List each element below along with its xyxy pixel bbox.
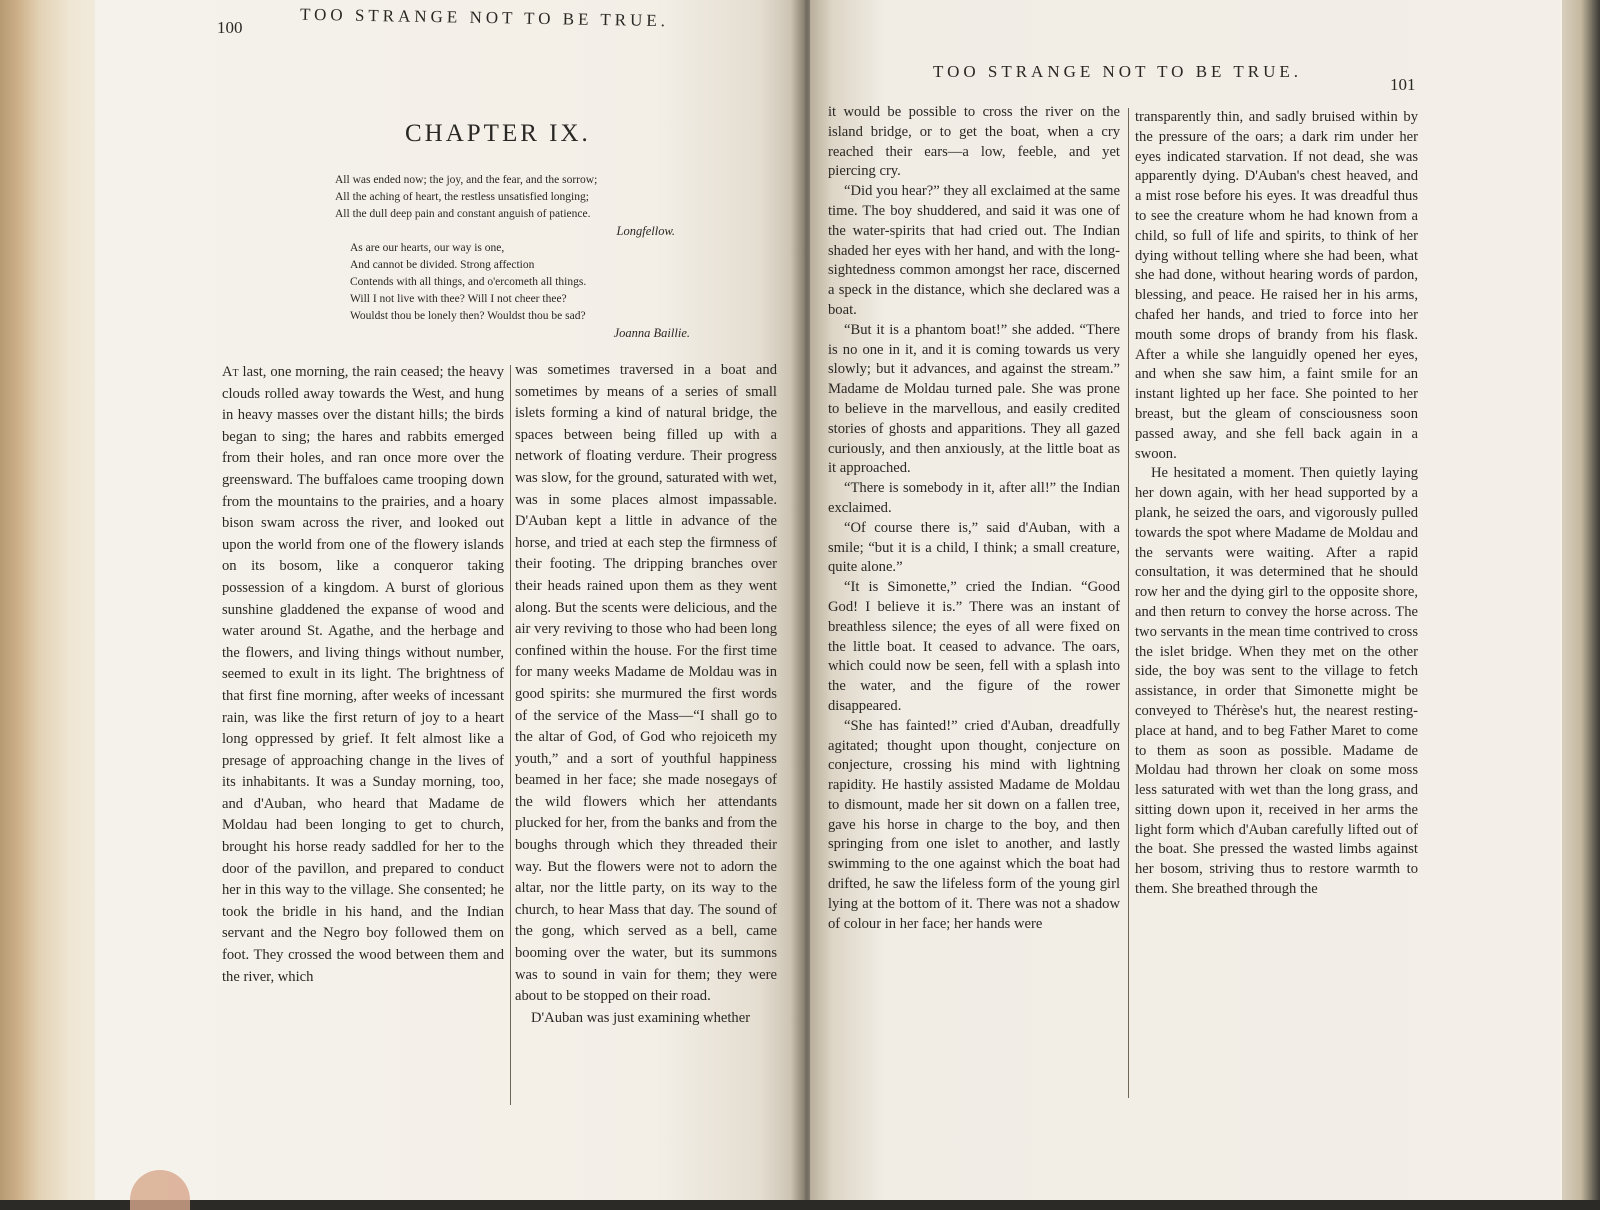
epigraph-line: As are our hearts, our way is one, — [350, 242, 505, 254]
running-head-right: TOO STRANGE NOT TO BE TRUE. — [933, 62, 1303, 81]
epigraph-line: And cannot be divided. Strong affection — [350, 259, 535, 271]
epigraph-line: All the dull deep pain and constant anguish of patience. — [335, 208, 591, 220]
page-number-left: 100 — [217, 18, 243, 37]
body-text: “It is Simonette,” cried the Indian. “Good God! I believe it is.” There was an instant of breathless silence; the eyes of all were fixed on the little boat. It ceased to advance. The oars, which could now be seen, fell with a splash into the water, and the figure of the rower disappeared. — [828, 579, 1120, 714]
right-page — [810, 0, 1560, 1200]
page-number-right: 101 — [1390, 75, 1416, 94]
chapter-title: CHAPTER IX. — [405, 120, 591, 147]
right-column-1 — [828, 103, 1120, 934]
body-text: “There is somebody in it, after all!” the Indian exclaimed. — [828, 480, 1120, 516]
right-column-2 — [1135, 108, 1418, 900]
epigraph-line: Wouldst thou be lonely then? Wouldst thou be sad? — [350, 310, 586, 322]
epigraph-attribution: Joanna Baillie. — [613, 326, 690, 340]
epigraph-baillie — [350, 240, 690, 342]
body-text: was sometimes traversed in a boat and sometimes by means of a series of small islets forming a kind of natural bridge, the spaces between being filled up with a network of floating verdure. Their progress was slow, for the ground, saturated with wet, was in some places almost impassable. D'Auban kept a little in advance of the horse, and tried at each step the firmness of their footing. The dripping branches over their heads rained upon them as they went along. But the scents were delicious, and the air very reviving to those who had been long confined within the house. For the first time for many weeks Madame de Moldau was in good spirits: she murmured the first words of the service of the Mass—“I shall go to the altar of God, of God who rejoiceth my youth,” and a sort of youthful happiness beamed in her face; she made nosegays of the wild flowers which her attendants plucked for her, from the banks and from the boughs through which they threaded their way. But the flowers were not to adorn the altar, nor the little party, on its way to the church, to hear Mass that day. The sound of the gong, which served as a bell, came booming over the water, but its summons was to sound in vain for them; they were about to be stopped on their road. — [515, 362, 777, 1005]
epigraph-attribution: Longfellow. — [616, 224, 675, 238]
body-text: D'Auban was just examining whether — [531, 1009, 751, 1026]
page-edge — [1562, 0, 1600, 1200]
body-text: “Did you hear?” they all exclaimed at the same time. The boy shuddered, and said it was one of the water-spirits that had cried out. The Indian shaded her eyes with her hand, and with the long-sightedness common amongst her race, discerned a speck in the distance, which she declared was a boat. — [828, 183, 1120, 318]
left-column-1 — [222, 362, 504, 988]
body-text: “Of course there is,” said d'Auban, with a smile; “but it is a child, I think; a small creature, quite alone.” — [828, 519, 1120, 576]
epigraph-line: All the aching of heart, the restless unsatisfied longing; — [335, 191, 589, 203]
left-column-2 — [515, 360, 777, 1029]
drop-word: At — [222, 364, 239, 380]
column-rule — [1128, 108, 1129, 1098]
left-page — [95, 0, 795, 1200]
body-text: “She has fainted!” cried d'Auban, dreadfully agitated; thought upon thought, conjecture on conjecture, crossing his mind with lightning rapidity. He hastily assisted Madame de Moldau to dismount, made her sit down on a fallen tree, gave his horse in charge to the boy, and then springing from one islet to another, and lastly swimming to the one against which the boat had drifted, he saw the lifeless form of the young girl lying at the bottom of it. There was not a shadow of colour in her face; her hands were — [828, 717, 1120, 932]
epigraph-line: Will I not live with thee? Will I not cheer thee? — [350, 293, 567, 305]
epigraph-line: All was ended now; the joy, and the fear, and the sorrow; — [335, 174, 598, 186]
epigraph-line: Contends with all things, and o'ercometh all things. — [350, 276, 587, 288]
epigraph-longfellow — [335, 172, 675, 240]
body-text: “But it is a phantom boat!” she added. “There is no one in it, and it is coming towards us very slowly; but it advances, and against the stream.” Madame de Moldau turned pale. She was prone to believe in the marvellous, and easily credited stories of ghosts and apparitions. They all gazed curiously, and then anxiously, at the little boat as it approached. — [828, 321, 1120, 477]
body-text: last, one morning, the rain ceased; the heavy clouds rolled away towards the West, and hung in heavy masses over the distant hills; the birds began to sing; the hares and rabbits emerged from their holes, and ran once more over the greensward. The buffaloes came trooping down from the mountains to the prairies, and a hoary bison swam across the river, and looked out upon the world from one of the flowery islands on its bosom, like a conqueror taking possession of a kingdom. A burst of glorious sunshine gladdened the expanse of wood and water around St. Agathe, and the herbage and the flowers, and living things without number, seemed to exult in its light. The brightness of that first fine morning, after weeks of incessant rain, was like the first return of joy to a heart long oppressed by grief. It felt almost like a presage of approaching change in the lives of its inhabitants. It was a Sunday morning, too, and d'Auban, who heard that Madame de Moldau had been longing to get to church, brought his horse ready saddled for her to the door of the pavillon, and prepared to conduct her in this way to the village. She consented; he took the bridle in his hand, and the Indian servant and the Negro boy followed them on foot. They crossed the wood between them and the river, which — [222, 364, 504, 985]
body-text: transparently thin, and sadly bruised within by the pressure of the oars; a dark rim under her eyes indicated starvation. If not dead, she was apparently dying. D'Auban's chest heaved, and a mist rose before his eyes. It was dreadful thus to see the creature whom he had known from a child, so full of life and spirits, to think of her dying without telling where she had been, what she had done, without hearing words of pardon, blessing, and peace. He raised her in his arms, chafed her hands, and tried to force into her mouth some drops of brandy from his flask. After a while she languidly opened her eyes, and when she saw him, a faint smile for an instant lighted up her face. She pointed to her breast, but the gleam of consciousness soon passed away, and she fell back again in a swoon. — [1135, 109, 1418, 462]
column-rule — [510, 365, 511, 1105]
body-text: it would be possible to cross the river on the island bridge, or to get the boat, when a cry reached their ears—a low, feeble, and yet piercing cry. — [828, 104, 1120, 180]
running-head-left: TOO STRANGE NOT TO BE TRUE. — [299, 4, 670, 31]
body-text: He hesitated a moment. Then quietly laying her down again, with her head supported by a plank, he seized the oars, and vigorously pulled towards the spot where Madame de Moldau and the servants were waiting. After a rapid consultation, it was determined that he should row her and the dying girl to the opposite shore, and then return to convey the horse across. The two servants in the mean time contrived to cross the islet bridge. When they met on the other side, the boy was sent to the village to fetch assistance, in order that Simonette might be conveyed to Thérèse's hut, the nearest resting-place at hand, and to beg Father Maret to come to them as soon as possible. Madame de Moldau had thrown her cloak on some moss less saturated with wet than the long grass, and sitting down upon it, received in her arms the light form which d'Auban carefully lifted out of the boat. She pressed the wasted limbs against her bosom, striving thus to restore warmth to them. She breathed through the — [1135, 465, 1418, 898]
